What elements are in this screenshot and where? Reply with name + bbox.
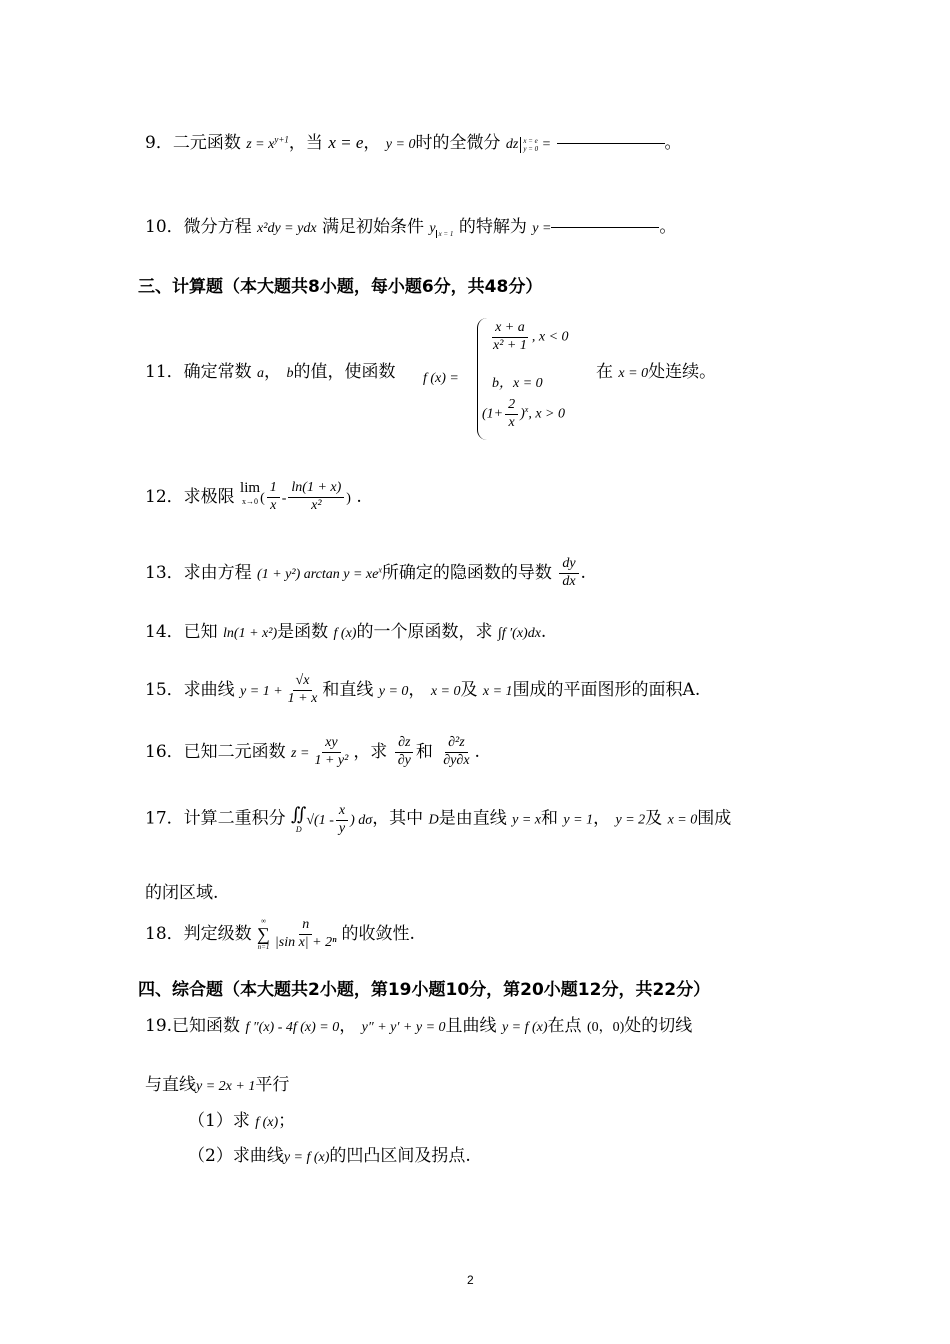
section-4-heading: 四、综合题（本大题共2小题，第19小题10分，第20小题12分，共22分）	[138, 980, 711, 1000]
piece-3: (1+ $\frac{2}{x}$ )$^x$, x > 0	[482, 397, 566, 430]
question-16: 16．已知二元函数 z = $\frac{xy}{\text{1 + y²}}$ ，求 $\frac{\partial z}{\partial y}$ 和 $\frac{\text{∂²z}}{\partial y\partial x}$ .	[145, 735, 480, 768]
question-19-line2: 与直线y = 2x + 1平行	[145, 1075, 290, 1095]
question-15: 15．求曲线 y = 1 + $\frac{√x}{1 + x}$ 和直线 y = 0， x = 0及 x = 1围成的平面图形的面积A.	[145, 673, 701, 706]
answer-blank[interactable]	[557, 143, 665, 144]
question-18: 18．判定级数 ∞ ∑ n=1 $\frac{n}{\text{|sin x| + 2ⁿ}}$ 的收敛性.	[145, 917, 415, 952]
question-12: 12．求极限 lim x→0 ( $\frac{1}{x}$ - $\frac{\ln(1 + x)}{\text{x²}}$ ) .	[145, 480, 362, 513]
answer-blank[interactable]	[551, 227, 659, 228]
question-17-line2: 的闭区域.	[145, 883, 219, 903]
section-3-heading: 三、计算题（本大题共8小题，每小题6分，共48分）	[138, 277, 543, 297]
question-10: 10．微分方程 x²dy = ydx 满足初始条件 y $_{x = 1}$ 的特解为 y = 。	[145, 217, 677, 238]
question-17: 17．计算二重积分 ∬ D √(1 - $\frac{x}{y}$ ) dσ，其中 D是由直线 y = x和 y = 1， y = 2及 x = 0围成	[145, 803, 732, 836]
question-13: 13．求由方程 (1 + y²) $\arctan y = xe^x$所确定的隐函数的导数 $\frac{dy}{dx}$ .	[145, 556, 586, 589]
question-19: 19.已知函数 f ″(x) - 4f (x) = 0， y″ + y′ + y = 0且曲线 y = f (x)在点 (0，0)处的切线	[145, 1016, 693, 1036]
question-11: 11．确定常数 a， b的值，使函数	[145, 362, 396, 382]
question-19-part1: （1）求 f (x)；	[188, 1111, 296, 1131]
question-19-part2: （2）求曲线y = f (x)的凹凸区间及拐点.	[188, 1146, 471, 1166]
page-number: 2	[467, 1273, 474, 1287]
piece-1: $\frac{x + a}{\text{x² + 1}}$ , x < 0	[493, 320, 569, 353]
piece-2: b，x = 0	[492, 376, 543, 391]
question-14: 14．已知 ln(1 + x²)是函数 f (x)的一个原函数，求 ∫f ′(x)dx.	[145, 622, 547, 642]
function-f: f (x) =	[423, 371, 459, 386]
question-11-tail: 在 x = 0处连续。	[596, 362, 717, 382]
question-9: 9．二元函数 $z = x^{y+1}$，当 x = e， y = 0时的全微分 dz x = e y = 0 = 。	[145, 133, 682, 153]
math-expr: $z = x^{y+1}$	[246, 134, 289, 152]
math-expr: dz x = e y = 0 =	[505, 136, 552, 153]
